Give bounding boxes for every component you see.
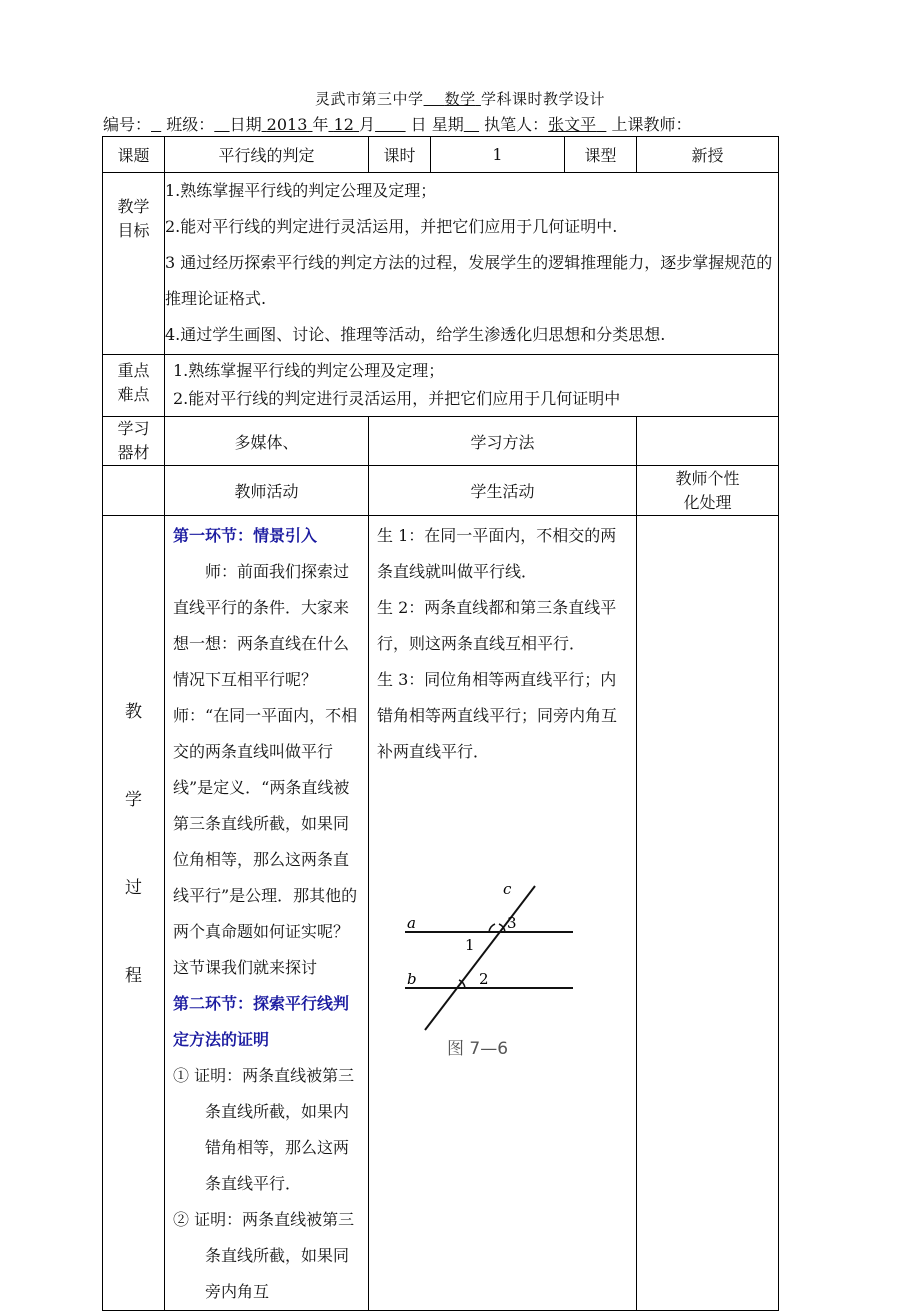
figure-caption: 图 7—6	[447, 1039, 509, 1059]
activity-header-row	[103, 466, 779, 516]
school-name: 灵武市第三中学	[315, 90, 424, 108]
transversal-c	[425, 886, 535, 1030]
topic-row	[103, 137, 779, 173]
goal-item: 4.通过学生画图、讨论、推理等活动，给学生渗透化归思想和分类思想.	[165, 325, 666, 344]
day-blank[interactable]	[375, 115, 406, 134]
label-angle-3: 3	[507, 914, 517, 932]
meta-line	[103, 112, 783, 135]
label-angle-2: 2	[479, 970, 489, 988]
year-label: 年	[312, 115, 329, 134]
month-label: 月	[359, 115, 376, 134]
author-value[interactable]: 张文平	[548, 115, 597, 134]
teacher-activity-header: 教师活动	[165, 466, 369, 516]
materials-row	[103, 417, 779, 466]
goals-row	[103, 173, 779, 355]
type-label: 课型	[565, 137, 637, 173]
student-answer: 生 3：同位角相等两直线平行；内错角相等两直线平行；同旁内角互补两直线平行．	[377, 670, 618, 761]
section2-title: 第二环节：探索平行线判定方法的证明	[173, 994, 350, 1049]
goal-item: 2.能对平行线的判定进行灵活运用，并把它们应用于几何证明中.	[165, 217, 618, 236]
student-answer: 生 2：两条直线都和第三条直线平行，则这两条直线互相平行．	[377, 598, 617, 653]
label-b: b	[407, 970, 417, 988]
subject-blank	[424, 90, 481, 108]
materials-label: 学习 器材	[103, 417, 165, 466]
label-a: a	[407, 914, 416, 932]
year-value[interactable]: 2013	[266, 115, 308, 134]
parallel-lines-figure	[403, 880, 583, 1060]
section1-title: 第一环节：情景引入	[173, 526, 318, 545]
keypoints-row	[103, 355, 779, 417]
method-label: 学习方法	[369, 417, 637, 466]
class-blank[interactable]	[214, 115, 229, 134]
label-angle-1: 1	[465, 936, 475, 954]
proof-item: ② 证明：两条直线被第三条直线所截，如果同旁内角互	[173, 1210, 355, 1301]
personal-notes	[637, 516, 779, 1311]
weekday-label: 星期	[431, 115, 464, 134]
class-label: 班级：	[166, 115, 215, 134]
goals-label: 教学 目标	[103, 173, 165, 355]
label-c: c	[503, 880, 512, 898]
author-label: 执笔人：	[484, 115, 549, 134]
keypoints-label: 重点 难点	[103, 355, 165, 417]
goals-content	[165, 173, 779, 355]
personal-header: 教师个性 化处理	[637, 466, 779, 516]
keypoints-content	[165, 355, 779, 417]
section1-paragraph: 师：“在同一平面内，不相交的两条直线叫做平行线”是定义．“两条直线被第三条直线所截，如果同位角相等，那么这两条直线平行”是公理．那其他的两个真命题如何证实呢？这节课我们就来探讨	[173, 706, 358, 977]
teacher-activity	[165, 516, 369, 1311]
weekday-blank[interactable]	[464, 115, 479, 134]
keypoint-item: 2.能对平行线的判定进行灵活运用，并把它们应用于几何证明中	[173, 389, 621, 408]
keypoint-item: 1.熟练掌握平行线的判定公理及定理；	[173, 361, 445, 380]
goal-item: 1.熟练掌握平行线的判定公理及定理；	[165, 181, 437, 200]
process-row	[103, 516, 779, 1311]
topic-value: 平行线的判定	[165, 137, 369, 173]
student-activity	[369, 516, 637, 1311]
period-label: 课时	[369, 137, 431, 173]
date-label: 日期	[229, 115, 262, 134]
title-suffix: 学科课时教学设计	[480, 90, 605, 108]
student-activity-header: 学生活动	[369, 466, 637, 516]
proof-item: ① 证明：两条直线被第三条直线所截，如果内错角相等，那么这两条直线平行．	[173, 1066, 355, 1193]
angle-1-arc	[489, 924, 495, 932]
number-label: 编号：	[103, 115, 152, 134]
topic-label: 课题	[103, 137, 165, 173]
lesson-plan-table	[102, 136, 779, 1311]
student-answer: 生 1：在同一平面内，不相交的两条直线就叫做平行线．	[377, 526, 617, 581]
teacher-label: 上课教师：	[611, 115, 692, 134]
subject-name: 数学	[444, 90, 476, 108]
goal-item: 3 通过经历探索平行线的判定方法的过程，发展学生的逻辑推理能力，逐步掌握规范的推理论证格式.	[165, 253, 773, 308]
period-value: 1	[431, 137, 565, 173]
day-label: 日	[410, 115, 427, 134]
materials-value: 多媒体、	[165, 417, 369, 466]
empty-cell	[103, 466, 165, 516]
type-value: 新授	[637, 137, 779, 173]
month-value[interactable]: 12	[333, 115, 354, 134]
method-value	[637, 417, 779, 466]
document-title	[0, 88, 920, 109]
section1-paragraph: 师：前面我们探索过直线平行的条件．大家来想一想：两条直线在什么情况下互相平行呢？	[173, 562, 350, 689]
number-blank[interactable]	[151, 115, 161, 134]
process-label: 教 学 过 程	[103, 516, 165, 1311]
